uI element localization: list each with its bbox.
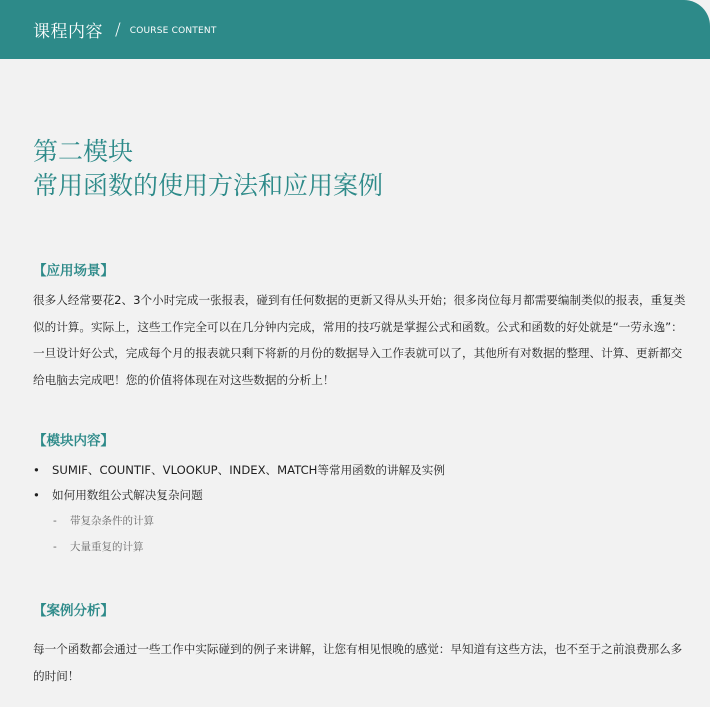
header-title: 课程内容 <box>33 22 103 42</box>
scenario-paragraph: 很多人经常要花2、3个小时完成一张报表，碰到有任何数据的更新又得从头开始；很多岗位每月都需要编制类似的报表，重复类似的计算。实际上，这些工作完全可以在几分钟内完成，常用的技巧就是掌握公式和函数。公式和函数的好处就是“一劳永逸”：一旦设计好公式，完成每个月的报表就只剩下将新的月份的数据导入工作表就可以了，其他所有对数据的整理、计算、更新都交给电脑去完成吧！您的价值将体现在对这些数据的分析上！ <box>33 293 686 387</box>
content-list <box>33 458 688 560</box>
page-header <box>0 0 710 59</box>
scenario-heading: 【应用场景】 <box>33 263 114 279</box>
header-subtitle: COURSE CONTENT <box>129 26 217 36</box>
list-item: • SUMIF、COUNTIF、VLOOKUP、INDEX、MATCH等常用函数的讲解及实例 <box>33 458 688 483</box>
cases-heading: 【案例分析】 <box>33 603 114 619</box>
cases-paragraph: 每一个函数都会通过一些工作中实际碰到的例子来讲解，让您有相见恨晚的感觉：早知道有这些方法，也不至于之前浪费那么多的时间！ <box>33 642 683 683</box>
module-title-line1: 第二模块 <box>33 137 134 166</box>
sub-list-item: - 带复杂条件的计算 <box>33 508 688 534</box>
list-item: • 如何用数组公式解决复杂问题 <box>33 483 688 508</box>
module-title-line2: 常用函数的使用方法和应用案例 <box>33 171 384 200</box>
content-heading: 【模块内容】 <box>33 433 114 449</box>
header-separator: / <box>115 19 121 40</box>
module-title <box>33 135 688 203</box>
sub-list-item: - 大量重复的计算 <box>33 534 688 560</box>
